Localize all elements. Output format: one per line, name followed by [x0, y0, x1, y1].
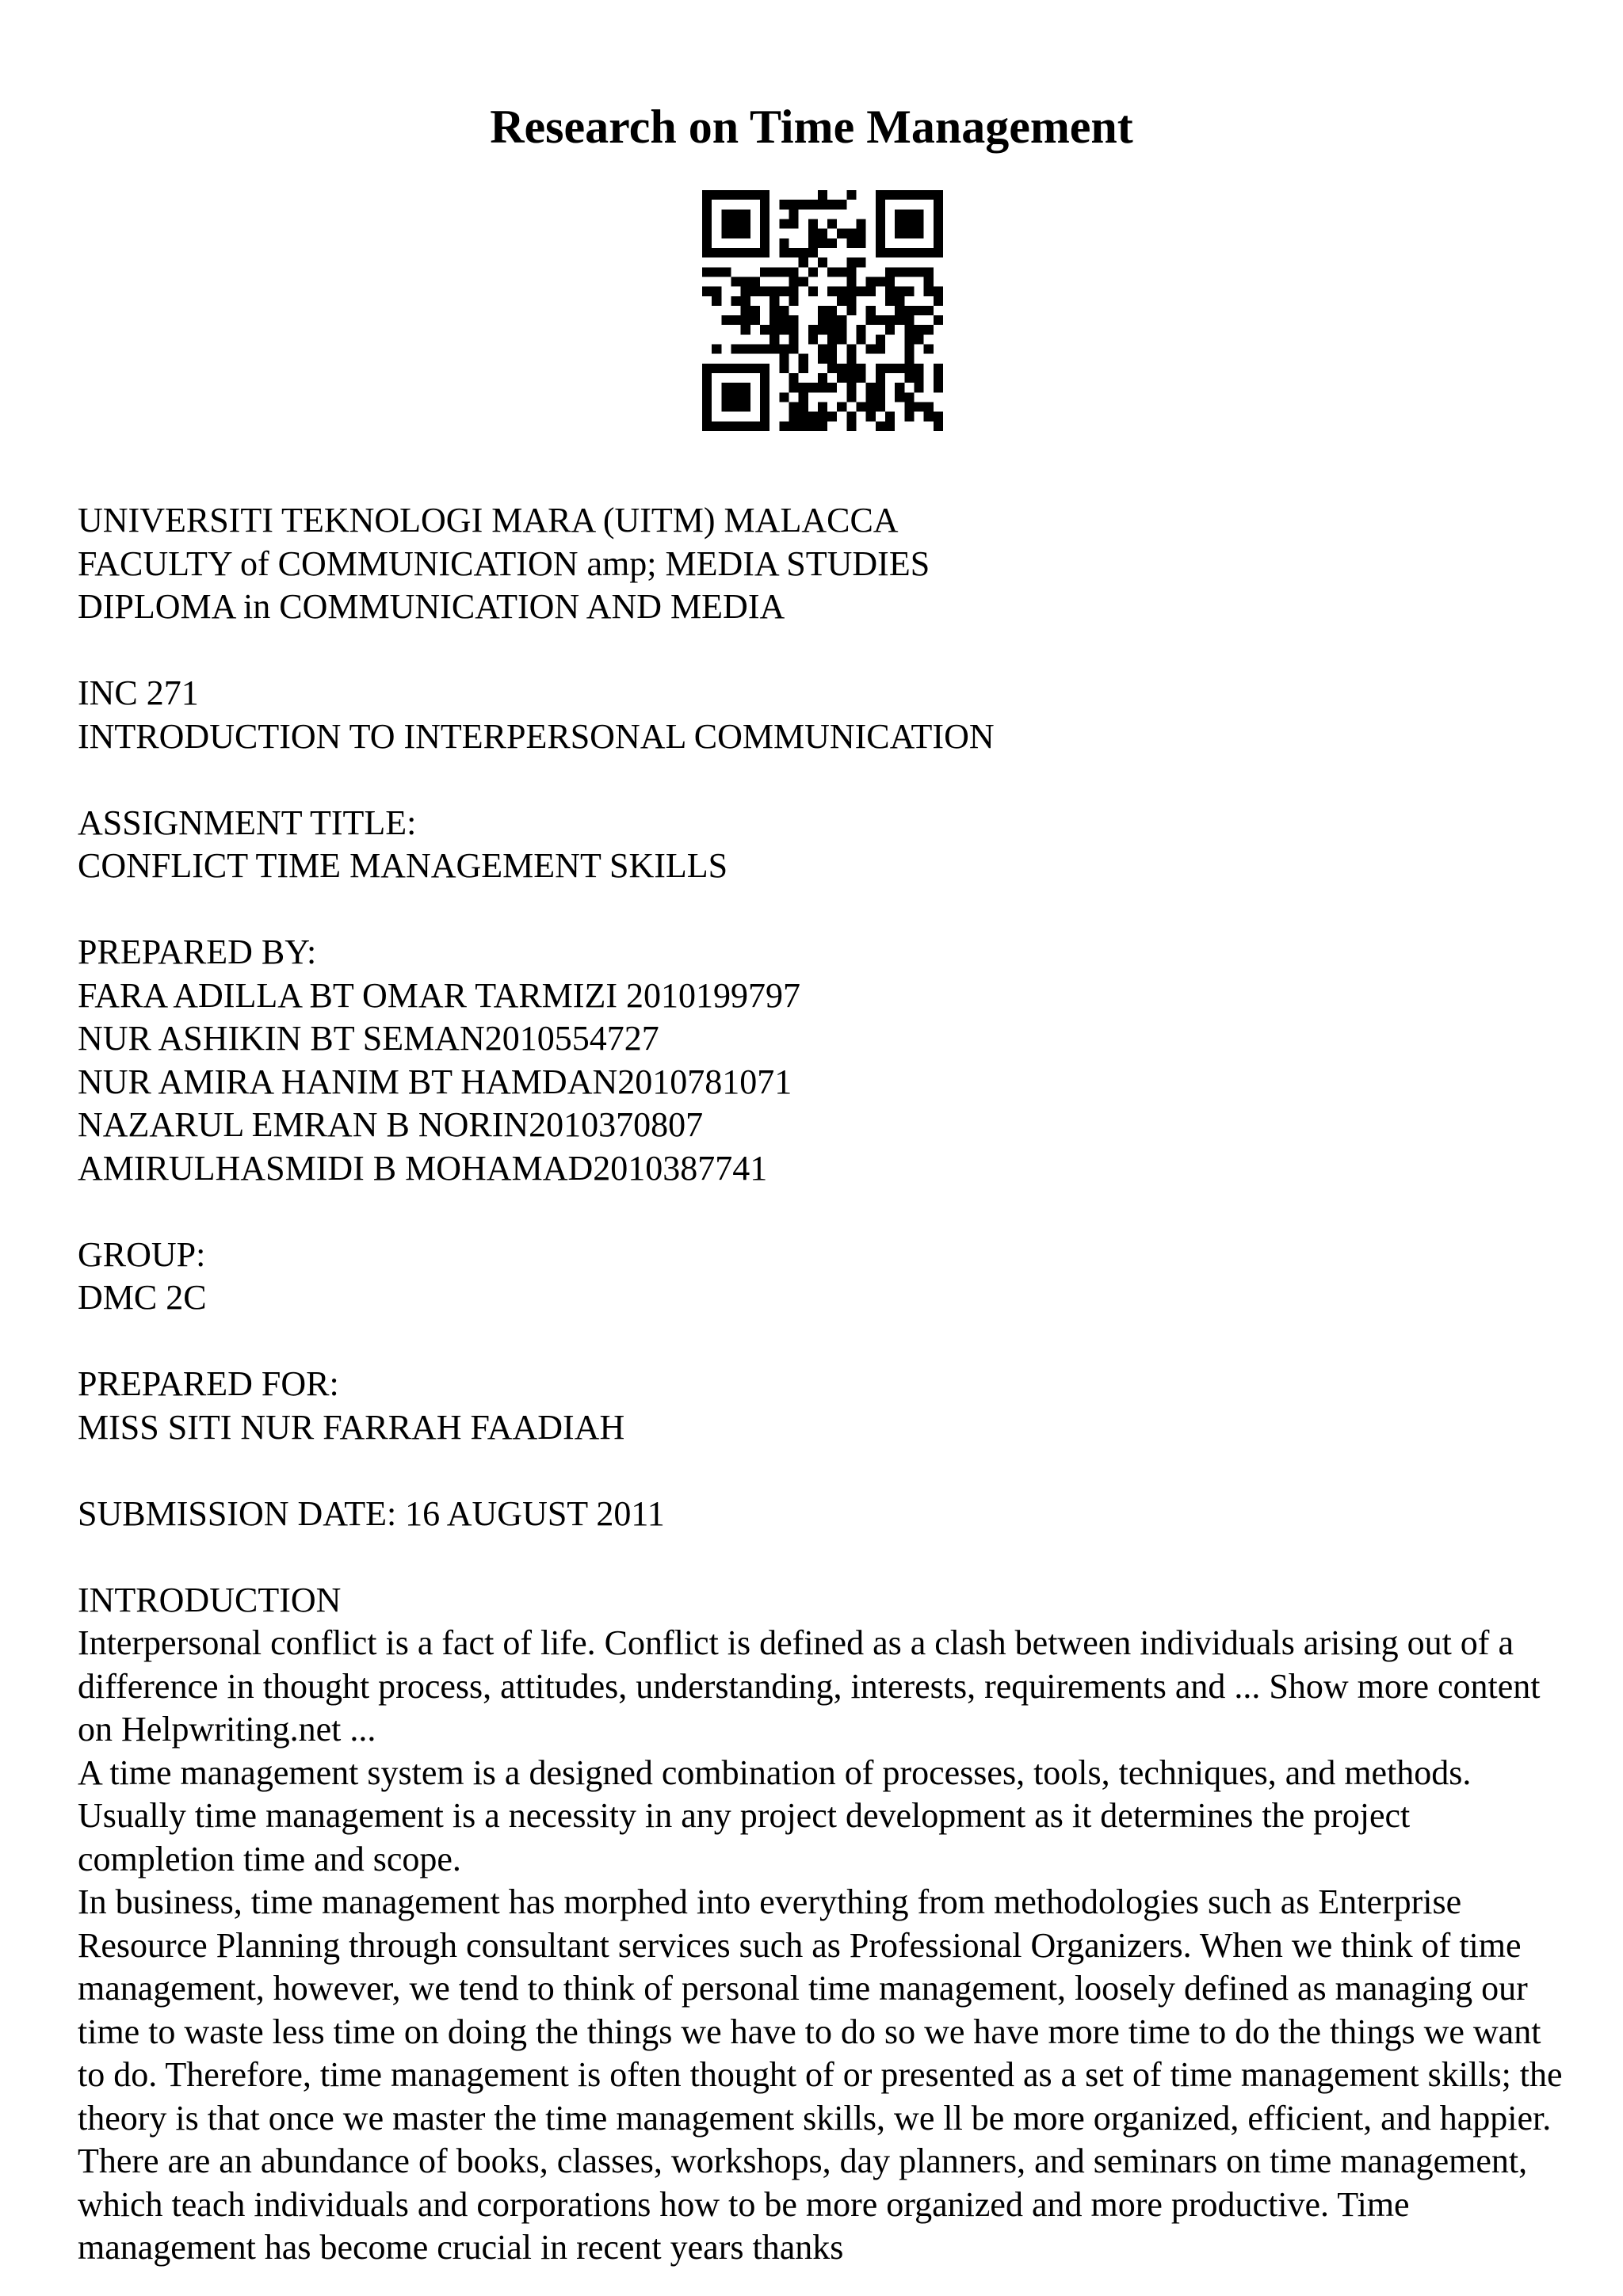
member-line: NUR AMIRA HANIM BT HAMDAN2010781071	[78, 1062, 792, 1101]
member-line: NAZARUL EMRAN B NORIN2010370807	[78, 1105, 704, 1144]
assignment-label: ASSIGNMENT TITLE:	[78, 803, 417, 842]
prepared-by-label: PREPARED BY:	[78, 933, 317, 971]
university-line: UNIVERSITI TEKNOLOGI MARA (UITM) MALACCA	[78, 501, 899, 540]
course-name: INTRODUCTION TO INTERPERSONAL COMMUNICATION	[78, 716, 995, 756]
member-line: FARA ADILLA BT OMAR TARMIZI 2010199797	[78, 975, 800, 1015]
course-code: INC 271	[78, 673, 199, 712]
member-line: NUR ASHIKIN BT SEMAN2010554727	[78, 1019, 659, 1058]
document-title: Research on Time Management	[490, 101, 1133, 153]
diploma-line: DIPLOMA in COMMUNICATION AND MEDIA	[78, 587, 785, 626]
introduction-paragraph: Interpersonal conflict is a fact of life. Conflict is defined as a clash between individuals arising out of a difference in thought process, attitudes, understanding, interests, requirements and ... Show more content on Helpwriting.net ...	[78, 1623, 1541, 1749]
submission-date: SUBMISSION DATE: 16 AUGUST 2011	[78, 1493, 665, 1533]
introduction-heading: INTRODUCTION	[78, 1580, 342, 1619]
document-body	[78, 499, 1568, 2270]
group-label: GROUP:	[78, 1234, 206, 1274]
qr-code-icon	[702, 190, 943, 431]
faculty-line: FACULTY of COMMUNICATION amp; MEDIA STUDIES	[78, 543, 930, 583]
introduction-paragraph: In business, time management has morphed into everything from methodologies such as Enterprise Resource Planning through consultant services such as Professional Organizers. When we think of time management, however, we tend to think of personal time management, loosely defined as managing our time to waste less time on doing the things we have to do so we have more time to do the things we want to do. Therefore, time management is often thought of or presented as a set of time management skills; the theory is that once we master the time management skills, we ll be more organized, efficient, and happier. There are an abundance of books, classes, workshops, day planners, and seminars on time management, which teach individuals and corporations how to be more organized and more productive. Time management has become crucial in recent years thanks	[78, 1882, 1563, 2267]
prepared-for-label: PREPARED FOR:	[78, 1364, 339, 1403]
assignment-title: CONFLICT TIME MANAGEMENT SKILLS	[78, 846, 728, 885]
group-value: DMC 2C	[78, 1278, 207, 1317]
introduction-paragraph: A time management system is a designed combination of processes, tools, techniques, and methods. Usually time management is a necessity in any project development as it determines the project completion time and scope.	[78, 1753, 1472, 1878]
member-line: AMIRULHASMIDI B MOHAMAD2010387741	[78, 1148, 768, 1188]
prepared-for-value: MISS SITI NUR FARRAH FAADIAH	[78, 1407, 625, 1447]
